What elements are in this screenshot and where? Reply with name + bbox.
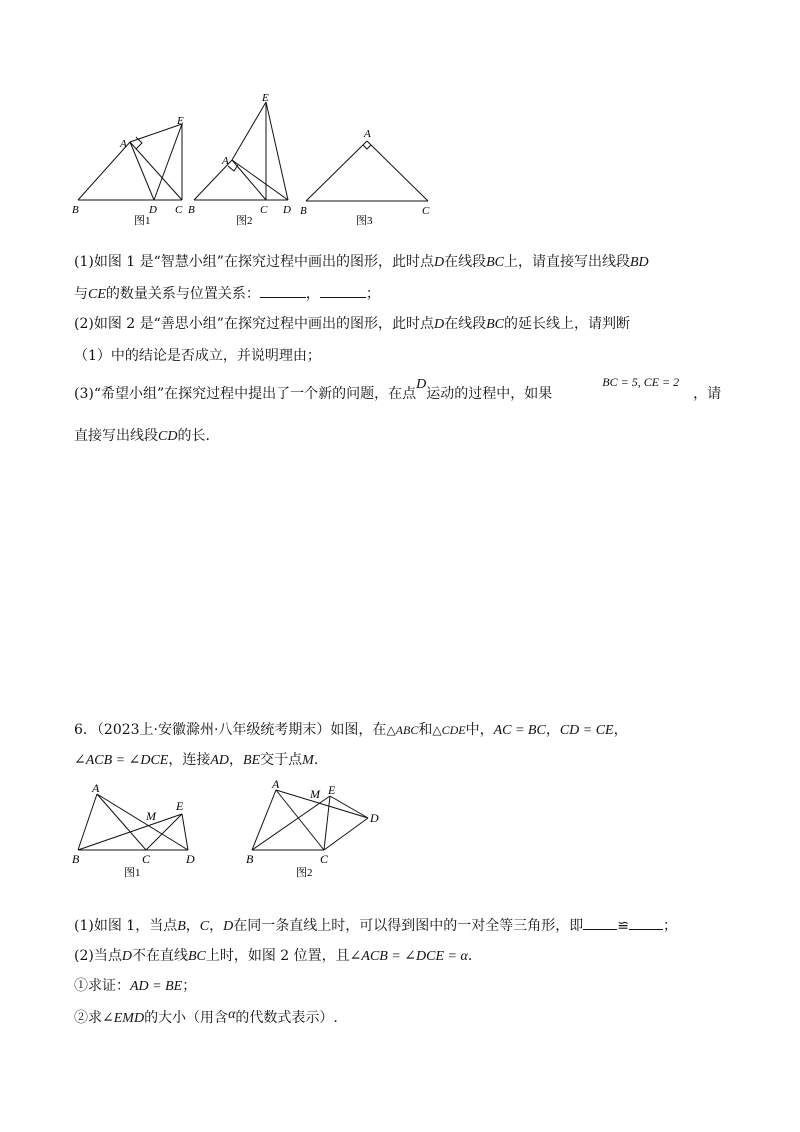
label-M: M	[310, 787, 320, 801]
text: （1）中的结论是否成立，并说明理由；	[74, 348, 321, 364]
text: ；	[662, 918, 677, 934]
label-E: E	[176, 799, 184, 813]
label-B: B	[246, 852, 254, 866]
math-D: D	[433, 317, 445, 332]
figure-3-top	[298, 125, 438, 225]
math-condition: BC = 5, CE = 2	[602, 375, 680, 389]
label-C: C	[422, 205, 430, 217]
math-CD: CD	[158, 429, 178, 444]
math-eq: AD = BE	[130, 979, 183, 994]
text: (3)“希望小组”在探究过程中提出了一个新的问题，在点	[74, 386, 417, 402]
label-B: B	[188, 204, 195, 216]
p6-q2	[74, 946, 472, 967]
p6-figure-1-diagram	[70, 778, 210, 882]
math-eq: CD = CE	[559, 723, 614, 738]
text: 和	[418, 722, 433, 738]
text: 直接写出线段	[74, 428, 158, 444]
label-C: C	[260, 204, 268, 216]
math-D: D	[121, 949, 132, 964]
math-M: M	[302, 753, 314, 768]
text: ，	[185, 918, 200, 934]
math-C: C	[199, 919, 210, 934]
p6-figure-2	[244, 770, 394, 882]
label-E: E	[262, 92, 269, 104]
text: ，	[305, 286, 320, 302]
math-angle-EMD: ∠EMD	[102, 1011, 145, 1026]
label-A: A	[92, 781, 100, 795]
math-AD: AD	[210, 753, 230, 768]
text: ，请	[693, 386, 722, 402]
text: 的数量关系与位置关系：	[105, 286, 260, 302]
math-triangle-CDE: △CDE	[432, 723, 466, 737]
label-B: B	[72, 204, 79, 216]
text: ，	[229, 752, 244, 768]
figure-caption: 图3	[356, 215, 373, 227]
math-BC: BC	[486, 255, 504, 270]
label-E: E	[177, 115, 184, 127]
text: ①求证：	[74, 978, 130, 994]
label-D: D	[149, 204, 157, 216]
text: (1)如图 1，当点	[74, 918, 178, 934]
text: 不在直线	[131, 948, 188, 964]
figure-caption: 图2	[236, 215, 253, 227]
label-A: A	[272, 777, 280, 791]
label-D: D	[370, 811, 379, 825]
math-angle-eq: ∠ACB = ∠DCE = α	[349, 949, 468, 964]
text: ，连接	[168, 752, 211, 768]
math-BC: BC	[486, 317, 504, 332]
text: 上，请直接写出线段	[503, 254, 630, 270]
figure-1-diagram	[70, 112, 190, 227]
math-alpha: α	[228, 1007, 236, 1022]
congruent-symbol: ≌	[617, 918, 629, 934]
math-B: B	[177, 919, 186, 934]
figure-2-diagram	[186, 92, 306, 227]
answer-blank[interactable]	[260, 296, 306, 298]
text: 6．（2023上·安徽滁州·八年级统考期末）如图，在	[74, 722, 387, 738]
text: (1)如图 1 是“智慧小组”在探究过程中画出的图形，此时点	[74, 254, 434, 270]
p5-q2-line2	[74, 346, 321, 366]
text: 上时，如图 2 位置，且	[205, 948, 350, 964]
figure-caption: 图1	[134, 215, 151, 227]
text: ；	[182, 978, 197, 994]
text: ；	[365, 286, 380, 302]
p6-sub1	[74, 976, 196, 997]
answer-blank[interactable]	[320, 296, 366, 298]
math-BE: BE	[243, 753, 261, 768]
math-D: D	[223, 919, 234, 934]
p5-q1-line2	[74, 284, 380, 305]
p6-figure-1	[70, 778, 210, 882]
math-eq: AC = BC	[493, 723, 546, 738]
math-D: D	[433, 255, 445, 270]
p5-q1-line1	[74, 252, 649, 273]
text: 中，	[465, 722, 494, 738]
text: .	[467, 948, 473, 964]
text: .	[313, 752, 319, 768]
text: 运动的过程中，如果	[426, 386, 553, 402]
math-CE: CE	[88, 287, 106, 302]
text: ，	[209, 918, 224, 934]
label-D: D	[186, 852, 195, 866]
label-C: C	[142, 852, 151, 866]
answer-blank[interactable]	[583, 928, 617, 930]
p6-figure-2-diagram	[244, 770, 394, 882]
text: 在线段	[444, 254, 487, 270]
figure-caption: 图1	[124, 867, 141, 879]
label-E: E	[328, 783, 336, 797]
label-A: A	[222, 155, 229, 167]
p6-intro-line1	[74, 720, 628, 741]
math-triangle-ABC: △ABC	[386, 723, 419, 737]
math-BD: BD	[629, 255, 649, 270]
label-M: M	[146, 809, 156, 823]
text: 的延长线上，请判断	[503, 316, 630, 332]
label-B: B	[300, 205, 307, 217]
label-A: A	[120, 138, 127, 150]
p5-q3-line2	[74, 426, 210, 447]
figure-2-top	[186, 92, 306, 227]
math-angle-eq: ∠ACB = ∠DCE	[74, 753, 169, 768]
text: 的长.	[177, 428, 210, 444]
label-C: C	[175, 204, 183, 216]
text: ，	[545, 722, 560, 738]
answer-blank[interactable]	[629, 928, 663, 930]
text: (2)当点	[74, 948, 122, 964]
p5-q3-line1	[74, 375, 722, 405]
label-D: D	[283, 204, 291, 216]
p6-q1	[74, 916, 677, 937]
label-C: C	[320, 852, 329, 866]
p6-sub2	[74, 1008, 338, 1029]
figure-caption: 图2	[296, 867, 313, 879]
p5-q2-line1	[74, 314, 630, 335]
p6-intro-line2	[74, 750, 318, 771]
text: ②求	[74, 1010, 102, 1026]
label-A: A	[364, 128, 371, 140]
math-BC: BC	[187, 949, 206, 964]
text: 交于点	[260, 752, 303, 768]
text: 的代数式表示）.	[235, 1010, 338, 1026]
text: 的大小（用含	[144, 1010, 229, 1026]
figure-1-top	[70, 112, 190, 227]
text: 在线段	[444, 316, 487, 332]
text: 在同一条直线上时，可以得到图中的一对全等三角形，即	[233, 918, 584, 934]
text: 与	[74, 286, 88, 302]
text: (2)如图 2 是“善思小组”在探究过程中画出的图形，此时点	[74, 316, 434, 332]
text: ，	[613, 722, 628, 738]
figure-3-diagram	[298, 125, 438, 225]
label-B: B	[72, 852, 80, 866]
math-D: D	[416, 377, 427, 392]
